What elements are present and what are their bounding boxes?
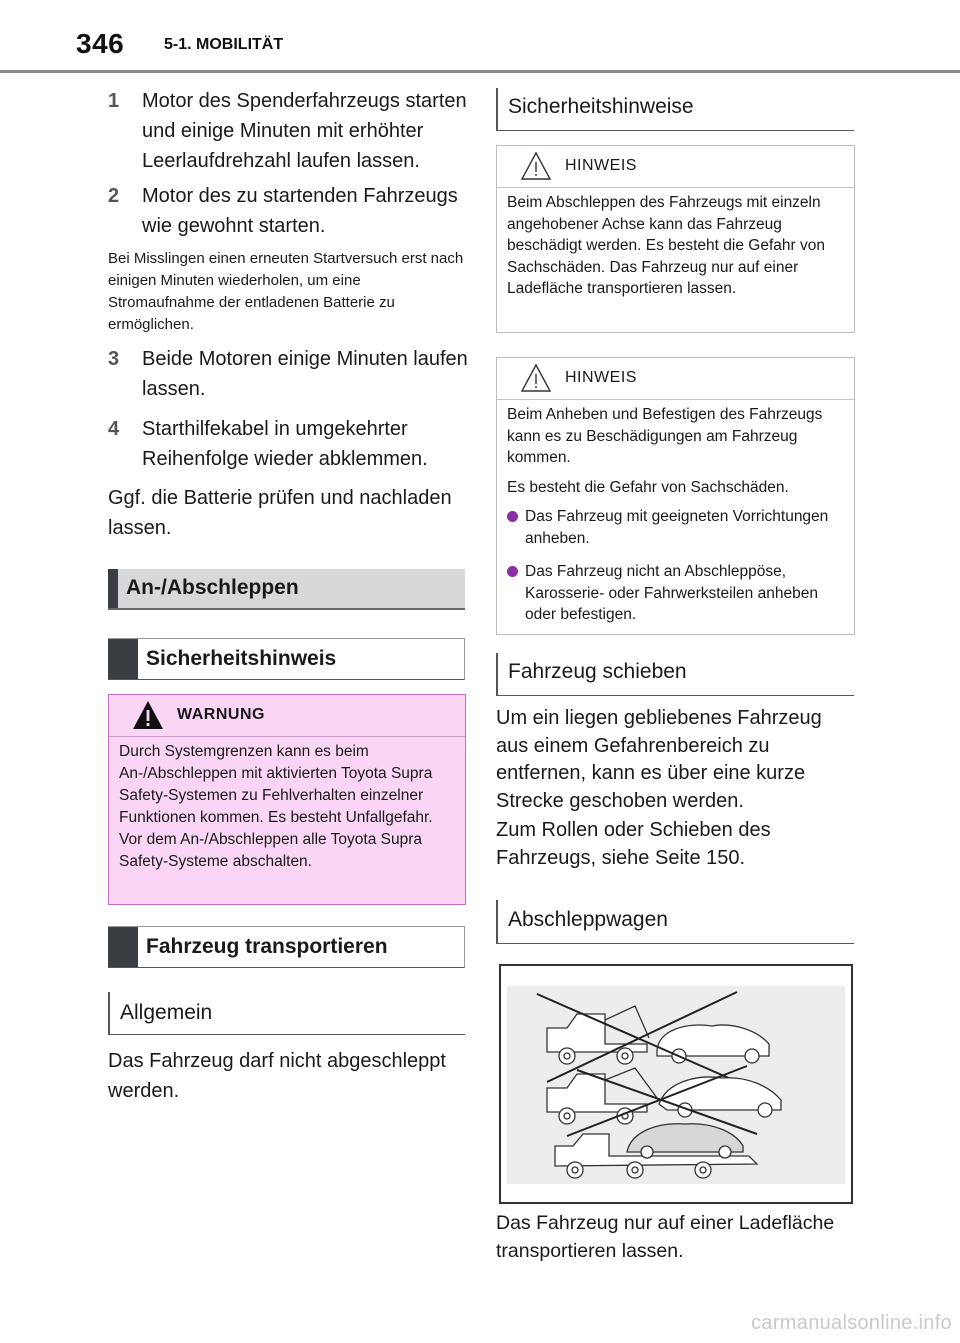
towing-heading: An-/Abschleppen bbox=[126, 576, 299, 599]
step-number: 2 bbox=[108, 185, 120, 207]
heading-bar bbox=[108, 569, 118, 608]
bullet-text: Das Fahrzeug nicht an Abschleppöse, Karosserie- oder Fahrwerksteilen anheben oder befestigen. bbox=[525, 563, 818, 623]
push-heading-box bbox=[496, 653, 854, 696]
watermark: carmanualsonline.info bbox=[751, 1312, 952, 1334]
notice-text: Beim Anheben und Befestigen des Fahrzeugs kann es zu Beschädigungen am Fahrzeug kommen. bbox=[507, 406, 823, 466]
bullet-dot-icon bbox=[507, 511, 518, 522]
heading-bar bbox=[108, 639, 138, 679]
wheel-lift-tow-truck-1 bbox=[547, 1006, 769, 1064]
safety-heading: Sicherheitshinweis bbox=[146, 647, 337, 670]
section-title: 5-1. MOBILITÄT bbox=[164, 36, 284, 53]
transport-heading: Fahrzeug transportieren bbox=[146, 935, 388, 958]
notice-text: Beim Abschleppen des Fahrzeugs mit einzeln angehobener Achse kann das Fahrzeug beschädigt werden. Es besteht die Gefahr von Sachschäden. Das Fahrzeug nur auf einer Ladefläche transportieren lassen. bbox=[507, 194, 825, 297]
push-heading: Fahrzeug schieben bbox=[508, 660, 687, 683]
warning-box bbox=[108, 694, 466, 905]
tow-truck-figure bbox=[499, 964, 853, 1204]
step-4 bbox=[108, 414, 468, 474]
towing-heading-box bbox=[108, 569, 465, 610]
safety-notes-heading: Sicherheitshinweise bbox=[508, 95, 694, 118]
notice-header bbox=[497, 146, 854, 188]
tow-truck-heading-box bbox=[496, 900, 854, 944]
tow-methods-illustration bbox=[507, 986, 845, 1184]
bullet-text: Das Fahrzeug mit geeigneten Vorrichtungen anheben. bbox=[525, 508, 829, 547]
bullet-item bbox=[507, 561, 844, 626]
push-text-1: Um ein liegen gebliebenes Fahrzeug aus einem Gefahrenbereich zu entfernen, kann es über eine kurze Strecke geschoben werden. bbox=[496, 707, 822, 812]
safety-heading-box bbox=[108, 638, 465, 680]
retry-note: Bei Misslingen einen erneuten Startversuch erst nach einigen Minuten wiederholen, um eine Stromaufnahme der entladenen Batterie zu ermöglichen. bbox=[108, 250, 464, 333]
step-1 bbox=[108, 86, 468, 176]
step-2 bbox=[108, 181, 468, 241]
bullet-item bbox=[507, 506, 844, 549]
push-text-2: Zum Rollen oder Schieben des Fahrzeugs, siehe Seite 150. bbox=[496, 819, 771, 869]
step-3 bbox=[108, 344, 468, 404]
notice-box-1 bbox=[496, 145, 855, 333]
figure-caption: Das Fahrzeug nur auf einer Ladefläche transportieren lassen. bbox=[496, 1212, 835, 1262]
caution-triangle-icon bbox=[519, 150, 553, 182]
warning-label: WARNUNG bbox=[177, 706, 265, 723]
bullet-dot-icon bbox=[507, 566, 518, 577]
notice-header bbox=[497, 358, 854, 400]
step-text: Beide Motoren einige Minuten laufen lassen. bbox=[142, 348, 468, 400]
heading-bar bbox=[108, 927, 138, 967]
caution-triangle-icon bbox=[519, 362, 553, 394]
wheel-lift-tow-truck-2 bbox=[547, 1068, 781, 1124]
tow-truck-heading: Abschleppwagen bbox=[508, 908, 668, 931]
transport-heading-box bbox=[108, 926, 465, 968]
step-number: 3 bbox=[108, 348, 120, 370]
warning-header bbox=[109, 695, 465, 737]
notice-label: HINWEIS bbox=[565, 369, 637, 386]
battery-text: Ggf. die Batterie prüfen und nachladen lassen. bbox=[108, 487, 452, 539]
safety-notes-heading-box bbox=[496, 88, 854, 131]
general-text: Das Fahrzeug darf nicht abgeschleppt werden. bbox=[108, 1050, 446, 1102]
general-heading: Allgemein bbox=[120, 1001, 213, 1024]
notice-text: Es besteht die Gefahr von Sachschäden. bbox=[507, 478, 789, 496]
notice-body bbox=[507, 404, 844, 626]
figure-background bbox=[507, 986, 845, 1184]
step-text: Motor des Spenderfahrzeugs starten und einige Minuten mit erhöhter Leerlaufdrehzahl laufen lassen. bbox=[142, 90, 467, 172]
notice-label: HINWEIS bbox=[565, 157, 637, 174]
header-rule bbox=[0, 70, 960, 73]
warning-text: Durch Systemgrenzen kann es beim An-/Abschleppen mit aktivierten Toyota Supra Safety-Systemen zu Fehlverhalten einzelner Funktionen kommen. Es besteht Unfallgefahr. Vor dem An-/Abschleppen alle Toyota Supra Safety-Systeme abschalten. bbox=[119, 743, 433, 870]
warning-triangle-icon bbox=[131, 699, 165, 731]
step-text: Starthilfekabel in umgekehrter Reihenfolge wieder abklemmen. bbox=[142, 418, 428, 470]
flatbed-tow-truck bbox=[555, 1124, 757, 1178]
general-heading-box bbox=[108, 992, 465, 1035]
step-number: 4 bbox=[108, 418, 120, 440]
notice-box-2 bbox=[496, 357, 855, 635]
step-text: Motor des zu startenden Fahrzeugs wie gewohnt starten. bbox=[142, 185, 458, 237]
step-number: 1 bbox=[108, 90, 120, 112]
page-number: 346 bbox=[76, 28, 125, 59]
